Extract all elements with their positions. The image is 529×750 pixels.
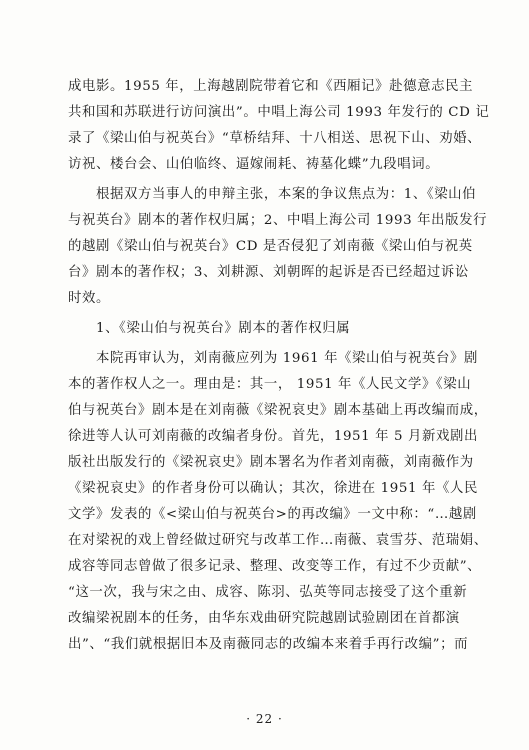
text-line: 徐进等人认可刘南薇的改编者身份。首先，1951 年 5 月新戏剧出 <box>68 429 478 444</box>
text-line: 的越剧《梁山伯与祝英台》CD 是否侵犯了刘南薇《梁山伯与祝英 <box>68 239 473 254</box>
text-line: 改编梁祝剧本的任务，由华东戏曲研究院越剧试验剧团在首都演 <box>68 611 460 626</box>
text-line: 文学》发表的《<梁山伯与祝英台>的再改编》一文中称：“…越剧 <box>68 507 477 522</box>
text-line: 与祝英台》剧本的著作权归属；2、中唱上海公司 1993 年出版发行 <box>68 213 488 228</box>
text-line: 录了《梁山伯与祝英台》“草桥结拜、十八相送、思祝下山、劝婚、 <box>68 131 482 146</box>
text-line: 出”、“我们就根据旧本及南薇同志的改编本来着手再行改编”；而 <box>68 637 469 652</box>
page-number: · 22 · <box>246 712 283 726</box>
text-line: 本的著作权人之一。理由是：其一， 1951 年《人民文学》《梁山 <box>68 377 472 392</box>
text-line: 根据双方当事人的申辩主张，本案的争议焦点为：1、《梁山伯 <box>96 187 477 202</box>
section-heading: 1、《梁山伯与祝英台》剧本的著作权归属 <box>96 321 351 336</box>
text-line: 版社出版发行的《梁祝哀史》剧本署名为作者刘南薇，刘南薇作为 <box>68 455 474 470</box>
text-line: 访祝、楼台会、山伯临终、逼嫁闹耗、祷墓化蝶”九段唱词。 <box>68 157 440 172</box>
text-line: 成电影。1955 年，上海越剧院带着它和《西厢记》赴德意志民主 <box>68 79 474 94</box>
text-line: 在对梁祝的戏上曾经做过研究与改革工作…南薇、袁雪芬、范瑞娟、 <box>68 533 488 548</box>
text-line: 伯与祝英台》剧本是在刘南薇《梁祝哀史》剧本基础上再改编而成， <box>68 403 488 418</box>
text-line: 本院再审认为，刘南薇应列为 1961 年《梁山伯与祝英台》剧 <box>96 351 478 366</box>
text-line: 《梁祝哀史》的作者身份可以确认；其次，徐进在 1951 年《人民 <box>68 481 478 496</box>
text-line: 共和国和苏联进行访问演出”。中唱上海公司 1993 年发行的 CD 记 <box>68 105 490 120</box>
text-line: “这一次，我与宋之由、成容、陈羽、弘英等同志接受了这个重新 <box>68 585 468 600</box>
text-line: 时效。 <box>68 291 110 306</box>
text-line: 成容等同志曾做了很多记录、整理、改变等工作，有过不少贡献”、 <box>68 559 482 574</box>
text-line: 台》剧本的著作权；3、刘耕源、刘朝晖的起诉是否已经超过诉讼 <box>68 265 469 280</box>
